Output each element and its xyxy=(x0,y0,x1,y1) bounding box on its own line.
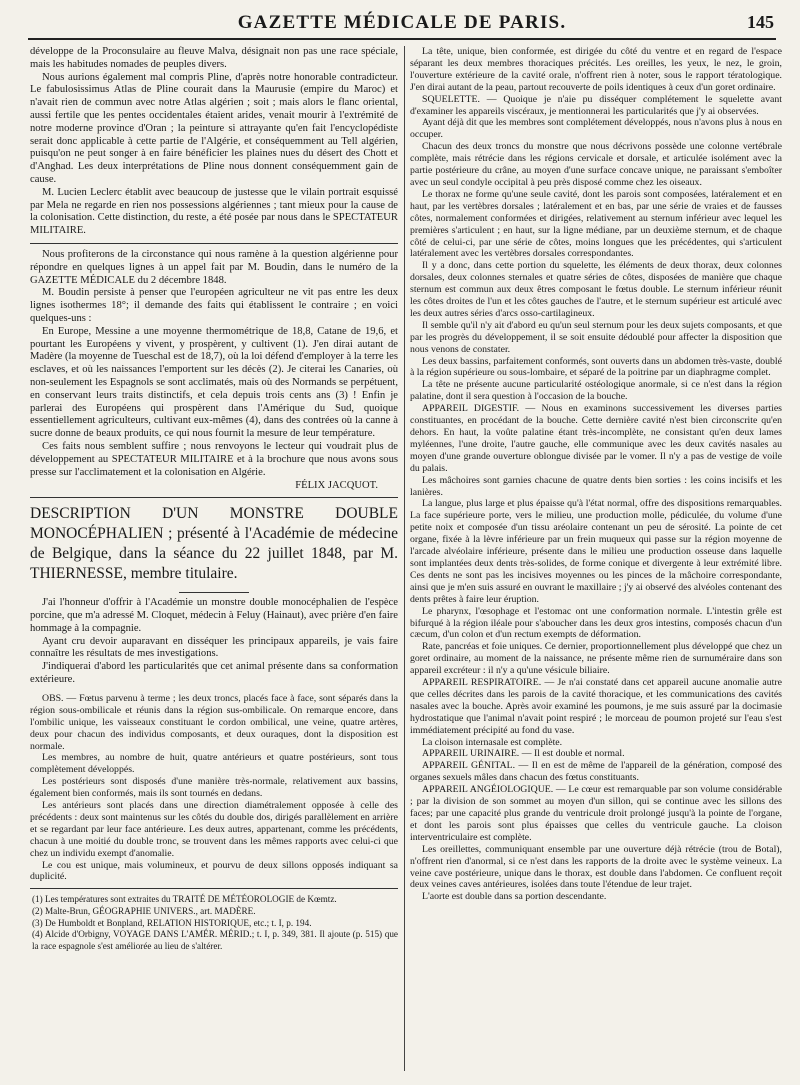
paragraph: La tête ne présente aucune particularité ostéologique anormale, si ce n'est dans la région palatine, dont il sera question à l'occasion de la bouche. xyxy=(410,379,782,403)
right-column xyxy=(410,46,782,903)
paragraph: Chacun des deux troncs du monstre que nous décrivons possède une colonne vertébrale complète, mais rétrécie dans les régions cervicale et dorsale, et articulée isolément avec la partie postérieure du crâne, au moyen d'une surface concave unique, ne paraissant s'emboîter avec un seul condyle occipital à peu près disposé comme chez les oiseaux. xyxy=(410,141,782,188)
paragraph: Les postérieurs sont disposés d'une manière très-normale, relativement aux bassins, également bien conformés, mais ils sont tournés en dedans. xyxy=(30,776,398,800)
observation-block xyxy=(30,693,398,884)
paragraph: Les membres, au nombre de huit, quatre antérieurs et quatre postérieurs, sont tous complètement développés. xyxy=(30,752,398,776)
paragraph: M. Lucien Leclerc établit avec beaucoup de justesse que le vilain portrait esquissé par Mela ne regarde en rien nos possessions algériennes ; tant mieux pour la cause de la colonisation. Cette distinction, du reste, a été posée par nous dans le SPECTATEUR MILITAIRE. xyxy=(30,186,398,237)
paragraph: J'indiquerai d'abord les particularités que cet animal présente dans sa conformation extérieure. xyxy=(30,661,398,686)
section-divider xyxy=(30,243,398,244)
paragraph: Les mâchoires sont garnies chacune de quatre dents bien sorties : les coins incisifs et les lanières. xyxy=(410,474,782,498)
paragraph: SQUELETTE. — Quoique je n'aie pu disséquer complétement le squelette avant d'examiner les appareils viscéraux, je mentionnerai les particularités que j'y ai observées. xyxy=(410,93,782,117)
page-header xyxy=(28,10,776,40)
paragraph: Ces faits nous semblent suffire ; nous renvoyons le lecteur qui voudrait plus de développement au SPECTATEUR MILITAIRE et à la brochure que nous avons sous presse sur l'acclimatement et la colonisation en Algérie. xyxy=(30,440,398,478)
paragraph: Le pharynx, l'œsophage et l'estomac ont une conformation normale. L'intestin grêle est bifurqué à la région iléale pour s'aboucher dans les deux gros intestins, composés chacun d'un cæcum, d'un colon et d'un rectum exempts de déformation. xyxy=(410,605,782,641)
paragraph: Le cou est unique, mais volumineux, et pourvu de deux sillons opposés indiquant sa duplicité. xyxy=(30,859,398,883)
paragraph: Il semble qu'il n'y ait d'abord eu qu'un seul sternum pour les deux sujets composants, et que par les progrès du développement, il se soit ensuite dédoublé pour affecter la disposition que nous venons de constater. xyxy=(410,319,782,355)
paragraph: Rate, pancréas et foie uniques. Ce dernier, proportionnellement plus développé que chez un goret ordinaire, au moment de la naissance, ne présente même rien de surnuméraire dans son appareil excréteur : il n'y a qu'une vésicule biliaire. xyxy=(410,641,782,677)
footnotes xyxy=(30,894,398,952)
paragraph: L'aorte est double dans sa portion descendante. xyxy=(422,891,607,903)
paragraph: Les deux bassins, parfaitement conformés, sont ouverts dans un abdomen très-vaste, doublé à la région supérieure ou sous-lombaire, et séparé de la poitrine par un diaphragme complet. xyxy=(410,355,782,379)
footnote: (3) De Humboldt et Bonpland, RELATION HISTORIQUE, etc.; t. I, p. 194. xyxy=(32,917,312,928)
title-rule xyxy=(179,592,249,593)
paragraph: Nous profiterons de la circonstance qui nous ramène à la question algérienne pour répondre en quelques lignes à un appel fait par M. Boudin, dans le numéro de la GAZETTE MÉDICALE du 2 décembre 1848. xyxy=(30,248,398,286)
footnote: (2) Malte-Brun, GÉOGRAPHIE UNIVERS., art. MADÈRE. xyxy=(32,905,256,916)
paragraph: APPAREIL GÉNITAL. — Il en est de même de l'appareil de la génération, composé des organes sexuels mâles dans chacun des fœtus constituants. xyxy=(410,760,782,784)
paragraph: Ayant cru devoir auparavant en disséquer les principaux appareils, je vais faire connaître les résultats de mes investigations. xyxy=(30,635,398,660)
paragraph: Ayant déjà dit que les membres sont complétement développés, nous n'avons plus à nous en occuper. xyxy=(410,117,782,141)
left-column xyxy=(30,46,398,952)
page-number: 145 xyxy=(747,12,774,32)
paragraph: Le thorax ne forme qu'une seule cavité, dont les parois sont composées, latéralement et en haut, par les vertèbres dorsales ; latéralement et en bas, par une série de vraies et de fausses côtes, normalement conformées et dirigées, relativement au sternum inférieur avec lequel les premières s'articulent ; en haut, sur la ligne médiane, par un deuxième sternum, et de chaque côté de celui-ci, par une série de côtes, moins longues que les précédentes, qui s'articulent latéralement avec les vertèbres dorsales correspondantes. xyxy=(410,188,782,260)
paragraph: Les antérieurs sont placés dans une direction diamétralement opposée à celle des précédents : deux sont maintenus sur les côtés du double dos, dirigés parallèlement en arrière et se regardant par leur face antérieure. Les deux autres, appartenant, comme les précédents, chacun à une moitié du double tronc, se trouvent dans les mêmes rapports avec celui-ci que chez un individu exempt d'anomalie. xyxy=(30,800,398,859)
footnote-divider xyxy=(30,888,398,889)
paragraph: développe de la Proconsulaire au fleuve Malva, désignait non pas une race spéciale, mais les habitudes nomades de peuples divers. xyxy=(30,46,398,70)
section-divider xyxy=(30,497,398,498)
paragraph: APPAREIL URINAIRE. — Il est double et normal. xyxy=(422,748,625,760)
paragraph: OBS. — Fœtus parvenu à terme ; les deux troncs, placés face à face, sont séparés dans la région sous-ombilicale et réunis dans la région sus-ombilicale. On remarque encore, dans l'ombilic unique, les vaisseaux constituant le cordon ombilical, une veine, quatre artères, deux pour chacun des individus composants, et deux ouraques, dont la disposition est normale. xyxy=(30,692,398,752)
paragraph: APPAREIL DIGESTIF. — Nous en examinons successivement les diverses parties constituantes, en procédant de la bouche. Cette dernière cavité n'est bien circonscrite qu'en dehors. En haut, la voûte palatine étant très-incomplète, ne consistant qu'en deux lames myléennes, l'une droite, l'autre gauche, elle communique avec les deux cavités nasales au moyen d'une grande ouverture oblongue divisée par le vomer. Il n'y a pas de vestige de voile du palais. xyxy=(410,403,782,474)
paragraph: Les oreillettes, communiquant ensemble par une ouverture déjà rétrécie (trou de Botal), n'offrent rien d'anormal, si ce n'est dans les rapports de la droite avec le système veineux. La veine cave postérieure, unique dans le thorax, est double dans l'abdomen. Ce confluent reçoit deux veines caves antérieures, isolées dans toute l'étendue de leur trajet. xyxy=(410,843,782,891)
footnote: (1) Les températures sont extraites du TRAITÉ DE MÉTÉOROLOGIE de Kœmtz. xyxy=(32,894,337,905)
paragraph: La cloison internasale est complète. xyxy=(422,736,563,748)
paragraph: La langue, plus large et plus épaisse qu'à l'état normal, offre des dispositions remarquables. La face supérieure porte, vers le milieu, une production molle, pédiculée, du volume d'une petite noix et composée d'un tissu aréolaire contenant un peu de sérosité. La pointe de cet organe, fixée à la lèvre inférieure par un frein muqueux qui passe sur la région moyenne de l'arcade alvéolaire inférieure, présente dans le milieu une production osseuse dans laquelle sont implantées deux dents très-solides, de forme conique et divergente à leur extrémité libre. Ces dents ne sont pas les incisives moyennes ou les pinces de la mâchoire correspondante, ainsi que je m'en suis assuré en ouvrant le maxillaire ; j'y ai observé des alvéoles contenant des dents prêtes à faire leur éruption. xyxy=(410,498,782,605)
paragraph: En Europe, Messine a une moyenne thermométrique de 18,8, Catane de 19,6, et pourtant les Européens y vivent, y prospèrent, y cultivent (1). J'en dirai autant de Madère (la moyenne de Tueschal est de 18,7), où la loi défend d'employer à la terre les esclaves, et où les naissances l'emportent sur les décès (2). Je citerai les Canaries, où non-seulement les Espagnols se sont acclimatés, mais où des Normands se perpétuent, en conservant leurs traits distinctifs, et cela depuis trois cents ans (3) ! Enfin je parlerai des Européens qui prospèrent dans l'Amérique du Sud, quoique essentiellement agriculteurs, cultivant eux-mêmes (4), dans des contrées où la canne à sucre donne de beaux produits, ce qui nous fournit la mesure de leur température. xyxy=(30,325,398,440)
paragraph: M. Boudin persiste à penser que l'européen agriculteur ne vit pas entre les deux lignes isothermes 18°; il demande des faits qui établissent le contraire ; en voici quelques-uns : xyxy=(30,287,398,324)
journal-title: GAZETTE MÉDICALE DE PARIS. xyxy=(237,12,567,33)
paragraph: Il y a donc, dans cette portion du squelette, les éléments de deux thorax, deux colonnes dorsales, deux colonnes sternales et quatre séries de côtes, disposées de manière que chaque sternum est commun aux deux êtres composant le fœtus double. Le sternum inférieur réunit les côtes droites de l'un et les côtes gauches de l'autre, et le sternum supérieur est articulé avec les deux autres séries d'arcs osso-cartilagineux. xyxy=(410,260,782,319)
paragraph: Nous aurions également mal compris Pline, d'après notre honorable contradicteur. Le fabulosissimus Atlas de Pline courait dans la Maurusie (empire du Maroc) et n'avait rien de commun avec notre Atlas algérien ; soit ; mais alors le flanc oriental, aussi fertile que les pentes occidentales étaient arides, venait mourir à l'extrémité de notre moderne province d'Oran ; la peinture si attrayante qu'en fait l'encyclopédiste serait donc applicable à cette partie de l'Algérie, et conséquemment au Tell algérien, puisqu'on ne peut songer à en faire bénéficier les plaines nues du désert des Chott et d'Anghad. Les deux interprétations de Pline nous donnent conséquemment gain de cause. xyxy=(30,71,398,185)
article-title: DESCRIPTION D'UN MONSTRE DOUBLE MONOCÉPHALIEN ; présenté à l'Académie de médecine de Belgique, dans la séance du 22 juillet 1848, par M. THIERNESSE, membre titulaire. xyxy=(30,505,398,583)
paragraph: APPAREIL RESPIRATOIRE. — Je n'ai constaté dans cet appareil aucune anomalie autre que celles décrites dans les parois de la cavité thoracique, et les communications des cavités nasales avec la bouche. Après avoir examiné les poumons, je me suis assuré par la docimasie hydrostatique que l'animal n'avait point respiré ; le morceau de poumon projeté sur l'eau s'est immédiatement précipité au fond du vase. xyxy=(410,677,782,736)
footnote: (4) Alcide d'Orbigny, VOYAGE DANS L'AMÉR. MÉRID.; t. I, p. 349, 381. Il ajoute (p. 515) que la race espagnole s'est améliorée au lieu de s'altérer. xyxy=(32,929,398,951)
column-divider xyxy=(404,46,405,1071)
author-signature: FÉLIX JACQUOT. xyxy=(295,480,378,492)
paragraph: APPAREIL ANGÉIOLOGIQUE. — Le cœur est remarquable par son volume considérable ; par la division de son sommet au moyen d'un sillon, qui se continue avec les sillons des faces; par une capacité plus grande du ventricule droit prolongé jusqu'à la pointe de l'organe, et dont les parois sont plus épaisses que celles du ventricule gauche. La cloison interventriculaire est complète. xyxy=(410,784,782,843)
paragraph: La tête, unique, bien conformée, est dirigée du côté du ventre et en regard de l'espace séparant les deux membres thoraciques précités. Les oreilles, les yeux, le nez, le groin, l'ouverture extérieure de la cavité orale, n'offrent rien à noter, sous le rapport tératologique. J'en dirai autant de la peau, partout recouverte de poils identiques à ceux d'un goret ordinaire. xyxy=(410,46,782,93)
paragraph: J'ai l'honneur d'offrir à l'Académie un monstre double monocéphalien de l'espèce porcine, que m'a adressé M. Cloquet, médecin à Feluy (Hainaut), avec prière d'en faire hommage à la compagnie. xyxy=(30,597,398,634)
